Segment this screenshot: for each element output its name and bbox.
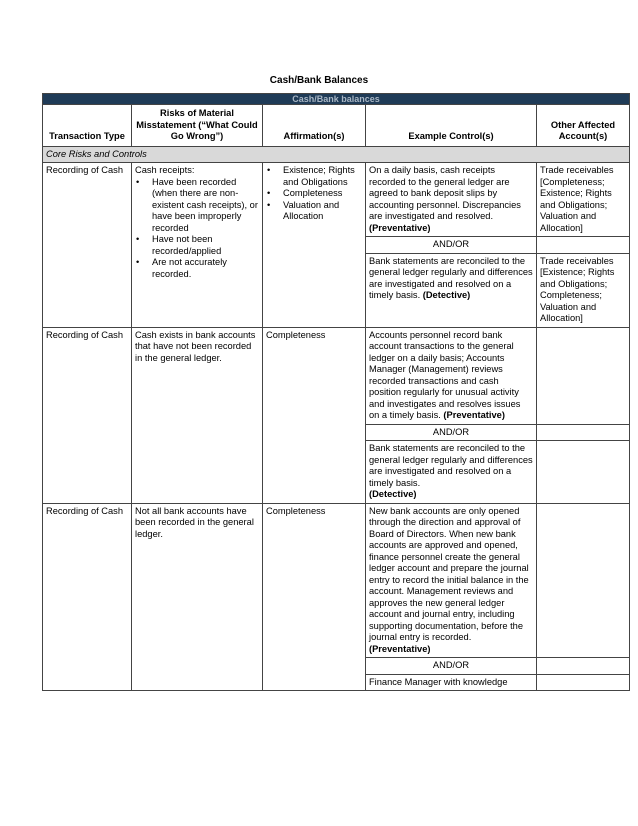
table-row [43, 503, 630, 658]
table-banner-row [43, 94, 630, 105]
control-type-tag: (Preventative) [443, 410, 505, 420]
empty-cell [537, 503, 630, 658]
control-text: Bank statements are reconciled to the general ledger regularly and differences are investigated and resolved on a timely basis. [369, 255, 533, 300]
table-banner [43, 94, 630, 105]
affirmation-bullet: • Existence; Rights and Obligations [279, 165, 362, 188]
header-example-control: Example Control(s) [366, 105, 537, 147]
page-title: Cash/Bank Balances [269, 75, 369, 86]
other-accounts-cell: Trade receivables [Existence; Rights and Obligations; Completeness; Valuation and Allocation] [537, 253, 630, 327]
risk-cell: Not all bank accounts have been recorded in the general ledger. [132, 503, 263, 691]
risk-bullet-list [135, 177, 259, 281]
affirmation-bullet: • Completeness [279, 188, 362, 200]
table-banner-text: Cash/Bank balances [292, 94, 380, 104]
andor-label: AND/OR [366, 237, 537, 254]
empty-cell [537, 658, 630, 675]
section-row [43, 146, 630, 163]
affirmation-bullet: • Valuation and Allocation [279, 200, 362, 223]
control-text: New bank accounts are only opened through the direction and approval of Board of Directors. When new bank accounts are approved and opened, finance personnel create the general ledger account and prepare the journal entry to record the initial balance in the account. Management reviews and approves the new general ledger account and journal entry, including supporting documentation, before the journal entry is recorded. [369, 505, 529, 642]
header-affirmations: Affirmation(s) [263, 105, 366, 147]
empty-cell [537, 237, 630, 254]
header-row [43, 105, 630, 147]
andor-label: AND/OR [366, 658, 537, 675]
control-cell [366, 327, 537, 424]
control-cell [366, 441, 537, 504]
table-row [43, 163, 630, 237]
transaction-type-cell: Recording of Cash [43, 163, 132, 328]
control-text: Bank statements are reconciled to the general ledger regularly and differences are investigated and resolved on a timely basis. [369, 443, 533, 488]
empty-cell [537, 327, 630, 424]
risk-control-table [42, 93, 630, 691]
control-type-tag: (Preventative) [369, 222, 431, 233]
section-label: Core Risks and Controls [43, 146, 630, 163]
control-text: On a daily basis, cash receipts recorded to the general ledger are agreed to bank deposit slips by accounting personnel. Discrepancies are investigated and resolved. [369, 165, 521, 221]
header-transaction-type: Transaction Type [43, 105, 132, 147]
risk-bullet: • Have been recorded (when there are non-existent cash receipts), or have been improperly recorded [148, 177, 259, 235]
risk-bullet: • Are not accurately recorded. [148, 257, 259, 280]
transaction-type-cell: Recording of Cash [43, 503, 132, 691]
risk-cell: Cash exists in bank accounts that have not been recorded in the general ledger. [132, 327, 263, 503]
affirmation-cell: Completeness [263, 327, 366, 503]
affirmation-cell: Completeness [263, 503, 366, 691]
control-type-tag: (Detective) [369, 489, 417, 499]
other-accounts-cell: Trade receivables [Completeness; Existence; Rights and Obligations; Valuation and Allocation] [537, 163, 630, 237]
andor-label: AND/OR [366, 424, 537, 441]
empty-cell [537, 424, 630, 441]
risk-bullet: • Have not been recorded/applied [148, 234, 259, 257]
header-risks: Risks of Material Misstatement (“What Could Go Wrong”) [132, 105, 263, 147]
control-cell: Finance Manager with knowledge [366, 674, 537, 691]
control-type-tag: (Preventative) [369, 643, 431, 654]
transaction-type-cell: Recording of Cash [43, 327, 132, 503]
empty-cell [537, 674, 630, 691]
table-row [43, 327, 630, 424]
empty-cell [537, 441, 630, 504]
control-cell [366, 503, 537, 658]
control-cell [366, 163, 537, 237]
control-text: Accounts personnel record bank account transactions to the general ledger on a daily basis; Accounts Manager (Management) reviews recorded transactions and cash position regularly for unusual activity and investigates and resolves issues on a timely basis. [369, 329, 521, 420]
affirmation-bullet-list [266, 165, 362, 223]
risk-cell [132, 163, 263, 328]
header-other-accounts: Other Affected Account(s) [537, 105, 630, 147]
risk-intro: Cash receipts: [135, 165, 195, 175]
control-cell [366, 253, 537, 327]
affirmation-cell [263, 163, 366, 328]
control-type-tag: (Detective) [422, 290, 471, 300]
